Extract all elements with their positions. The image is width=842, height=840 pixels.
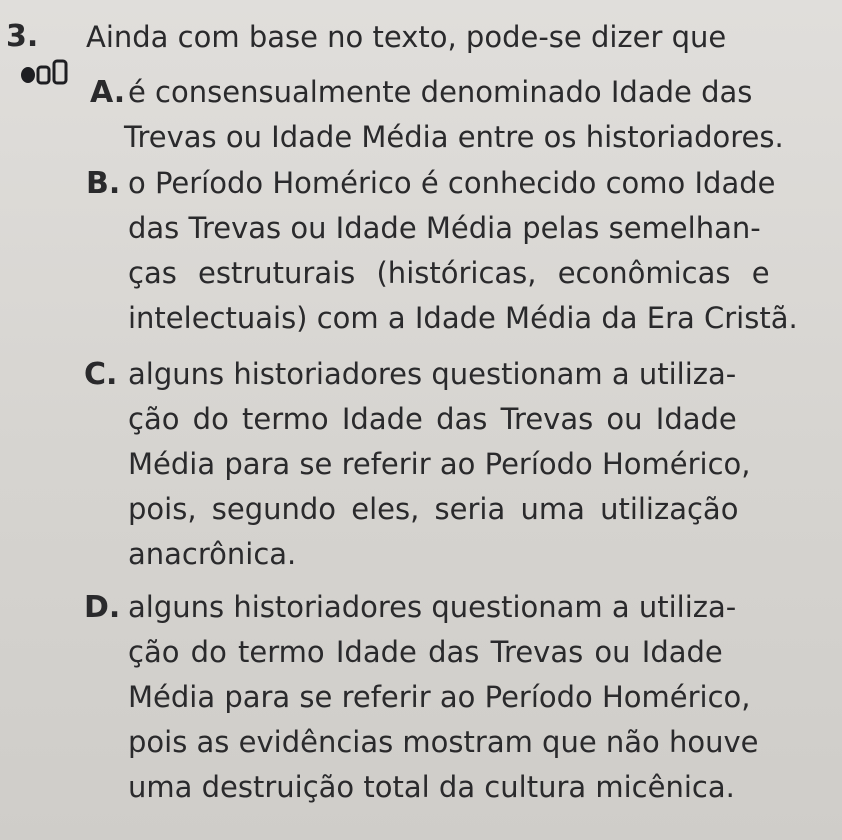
option-c-line: Média para se referir ao Período Homérico, <box>128 447 751 481</box>
option-c-line: pois, segundo eles, seria uma utilização <box>128 492 739 526</box>
answer-bubble-marker <box>18 58 74 88</box>
option-b-line: das Trevas ou Idade Média pelas semelhan- <box>128 211 761 245</box>
question-stem: Ainda com base no texto, pode-se dizer que <box>86 20 727 54</box>
option-a-line: é consensualmente denominado Idade das <box>128 75 753 109</box>
option-c-line: alguns historiadores questionam a utiliza- <box>128 357 737 391</box>
option-d-line: Média para se referir ao Período Homérico, <box>128 680 751 714</box>
option-a-line: Trevas ou Idade Média entre os historiadores. <box>124 120 784 154</box>
option-b-letter: B. <box>86 166 121 201</box>
option-a-text <box>124 70 784 160</box>
option-b-text <box>128 161 798 341</box>
option-b-line: o Período Homérico é conhecido como Idade <box>128 166 776 200</box>
option-d-line: alguns historiadores questionam a utiliza- <box>128 590 737 624</box>
option-d-text <box>128 585 808 810</box>
option-d-line: ção do termo Idade das Trevas ou Idade <box>128 635 723 669</box>
option-c-text <box>128 352 788 577</box>
option-c-letter: C. <box>84 357 118 392</box>
question-number: 3. <box>6 19 39 54</box>
option-b-line: ças estruturais (históricas, econômicas e <box>128 256 770 290</box>
option-c-line: ção do termo Idade das Trevas ou Idade <box>128 402 737 436</box>
option-d-letter: D. <box>84 590 121 625</box>
option-b-line: intelectuais) com a Idade Média da Era Cristã. <box>128 301 798 335</box>
option-c-line: anacrônica. <box>128 537 297 571</box>
option-d-line: uma destruição total da cultura micênica. <box>128 770 735 804</box>
option-a-letter: A. <box>90 75 126 110</box>
option-d-line: pois as evidências mostram que não houve <box>128 725 759 759</box>
